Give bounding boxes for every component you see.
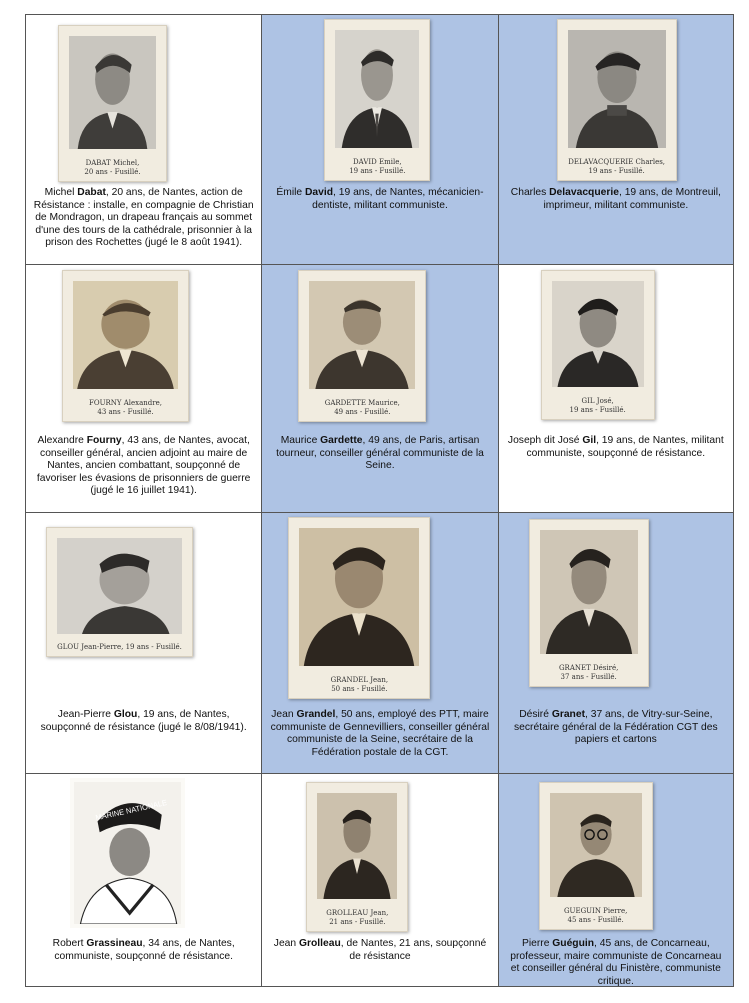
person-description: Jean Grolleau, de Nantes, 21 ans, soupçonné de résistance [273,938,487,962]
table-row [26,265,734,513]
photo-caption: FOURNY Alexandre, 43 ans - Fusillé. [89,399,162,416]
portrait-image [540,530,638,654]
photo-caption: DABAT Michel, 20 ans - Fusillé. [84,159,141,176]
person-description: Désiré Granet, 37 ans, de Vitry-sur-Seine, secrétaire général de la Fédération CGT des papiers et cartons [514,709,718,745]
portrait-image [57,538,182,634]
portrait-image [317,793,397,899]
photo-caption: GLOU Jean-Pierre, 19 ans - Fusillé. [57,643,182,651]
photo-caption: GUEGUIN Pierre, 45 ans - Fusillé. [563,907,628,924]
cap-band-text: MARINE NATIONALE [94,797,168,823]
photo-caption: GIL José, 19 ans - Fusillé. [569,397,626,414]
portrait-photo [529,519,649,687]
photo-caption: GRANDEL Jean, 50 ans - Fusillé. [330,676,389,693]
person-cell [262,774,498,987]
portrait-image [299,528,419,666]
person-description: Charles Delavacquerie, 19 ans, de Montreuil, imprimeur, militant communiste. [510,187,721,211]
person-cell [26,15,262,265]
person-cell [498,15,733,265]
portrait-photo [46,527,193,657]
person-description: Émile David, 19 ans, de Nantes, mécanicien-dentiste, militant communiste. [276,187,484,211]
person-description: Robert Grassineau, 34 ans, de Nantes, communiste, soupçonné de résistance. [52,938,235,962]
table-row [26,513,734,774]
person-description: Michel Dabat, 20 ans, de Nantes, action de Résistance : installe, en compagnie de Christian de Mondragon, un drapeau français au sommet d'une des tours de la cathédrale, prisonnier à la prison des Rochettes (jugé le 8 août 1941). [33,187,254,248]
photo-caption: GRANET Désiré, 37 ans - Fusillé. [558,664,619,681]
portrait-photo [557,19,677,181]
person-description: Jean Grandel, 50 ans, employé des PTT, maire communiste de Gennevilliers, conseiller général communiste de la Seine, secrétaire de la Fédération postale de la CGT. [270,709,490,758]
person-cell [498,774,733,987]
person-description: Alexandre Fourny, 43 ans, de Nantes, avocat, conseiller général, ancien adjoint au maire de Nantes, ancien combattant, soupçonné de favoriser les évasions de prisonniers de guerre (jugé le 16 juillet 1941). [36,435,251,496]
table-row [26,774,734,987]
person-cell [262,15,498,265]
person-cell [26,265,262,513]
person-cell [26,774,262,987]
portrait-image [335,30,419,148]
portrait-image [69,36,156,149]
portrait-photo [298,270,426,422]
portrait-image [568,30,666,148]
person-description: Jean-Pierre Glou, 19 ans, de Nantes, soupçonné de résistance (jugé le 8/08/1941). [40,709,247,733]
table-row [26,15,734,265]
portrait-image [552,281,644,387]
portrait-table [25,14,734,987]
portrait-photo [288,517,430,699]
photo-caption: DAVID Emile, 19 ans - Fusillé. [349,158,406,175]
person-cell [262,513,498,774]
portrait-photo [58,25,167,182]
portrait-photo [62,270,189,422]
person-cell [498,265,733,513]
photo-caption: GARDETTE Maurice, 49 ans - Fusillé. [324,399,400,416]
portrait-image [309,281,415,389]
portrait-photo [324,19,430,181]
person-description: Maurice Gardette, 49 ans, de Paris, artisan tourneur, conseiller général communiste de la Seine. [276,435,484,471]
person-cell [498,513,733,774]
portrait-photo [70,778,185,928]
photo-caption: DELAVACQUERIE Charles, 19 ans - Fusillé. [568,158,666,175]
portrait-photo [539,782,653,930]
portrait-image [550,793,642,897]
portrait-image [74,782,181,924]
person-cell [26,513,262,774]
portrait-photo [306,782,408,932]
person-description: Joseph dit José Gil, 19 ans, de Nantes, militant communiste, soupçonné de résistance. [507,435,724,459]
portrait-photo [541,270,655,420]
photo-caption: GROLLEAU Jean, 21 ans - Fusillé. [326,909,389,926]
person-cell [262,265,498,513]
person-description: Pierre Guéguin, 45 ans, de Concarneau, professeur, maire communiste de Concarneau et conseiller général du Finistère, communiste critique. [510,938,722,987]
portrait-image [73,281,178,389]
